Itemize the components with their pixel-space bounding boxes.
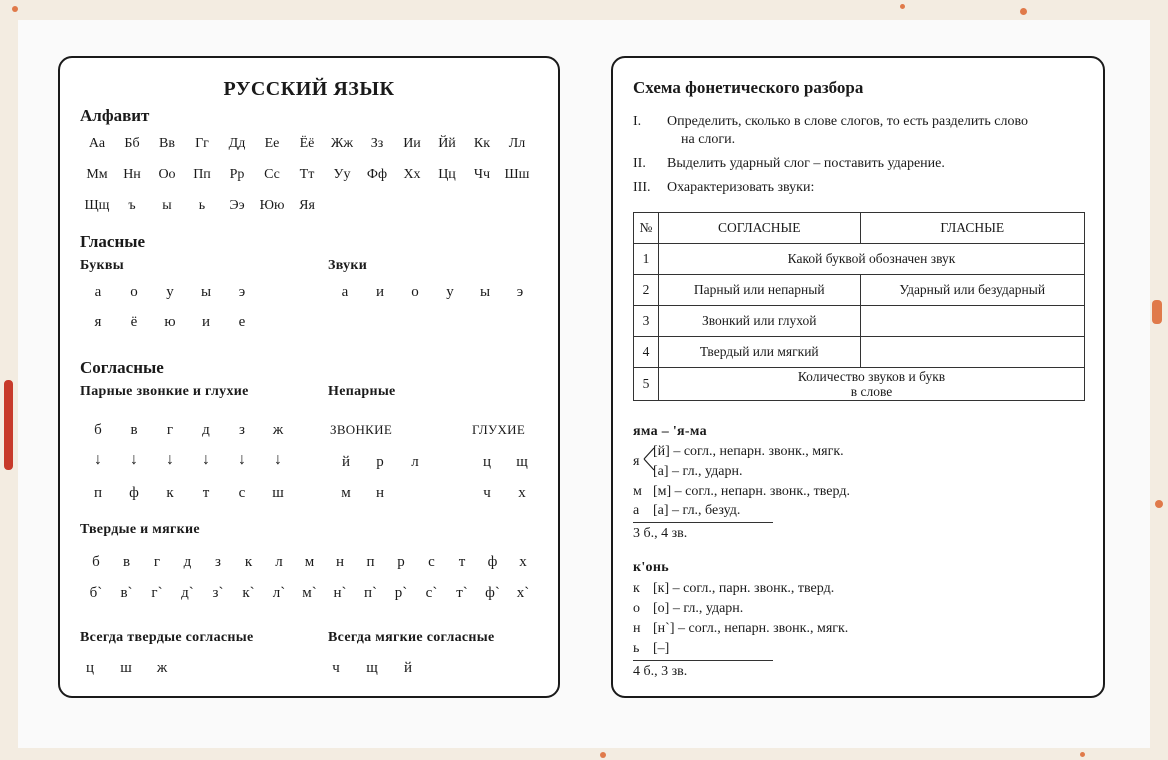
paired-voiced-letter: ж bbox=[272, 422, 284, 438]
hard-consonant: к bbox=[244, 554, 253, 570]
unpaired-voiceless-letter: х bbox=[518, 485, 526, 501]
paired-voiced-letter: в bbox=[130, 422, 138, 438]
paired-voiced-letter: г bbox=[166, 422, 174, 438]
decor-speck bbox=[900, 4, 905, 9]
book-spread bbox=[18, 20, 1150, 748]
vowel-letter: у bbox=[166, 284, 174, 300]
alphabet-letter: Аа bbox=[88, 136, 106, 151]
alphabet-letter: Оо bbox=[158, 167, 176, 182]
voiceless-label: ГЛУХИЕ bbox=[472, 422, 526, 437]
soft-consonant: д` bbox=[181, 585, 194, 601]
alphabet-letter: Яя bbox=[299, 198, 315, 213]
decor-speck bbox=[1020, 8, 1027, 15]
alphabet-letter: Чч bbox=[473, 167, 491, 182]
table-cell: Звонкий или глухой bbox=[659, 306, 861, 337]
unpaired-voiceless-letter: ц bbox=[482, 454, 492, 470]
example-2-letter-o: о bbox=[633, 601, 640, 616]
unpaired-voiced-letter: н bbox=[375, 485, 385, 501]
consonants-heading: Согласные bbox=[80, 358, 164, 377]
paired-voiceless-letter: т bbox=[202, 485, 210, 501]
col-vowels-header: ГЛАСНЫЕ bbox=[860, 213, 1085, 244]
row-number: 3 bbox=[634, 306, 659, 337]
hard-consonant: г bbox=[153, 554, 161, 570]
row-number: 4 bbox=[634, 337, 659, 368]
example-1-letter-ya: я bbox=[633, 454, 640, 469]
example-1-sound-a2: [а] – гл., безуд. bbox=[653, 503, 741, 518]
example-2-letter-k: к bbox=[633, 581, 640, 596]
unpaired-voiceless-letter: щ bbox=[516, 454, 528, 470]
alphabet-letter: Мм bbox=[86, 167, 108, 182]
alphabet-letter: ъ bbox=[128, 198, 136, 213]
row-number: 5 bbox=[634, 368, 659, 401]
always-soft-heading: Всегда мягкие согласные bbox=[328, 630, 495, 645]
paired-consonants-heading: Парные звонкие и глухие bbox=[80, 384, 249, 399]
summary-divider bbox=[633, 660, 773, 661]
alphabet-letter: Щщ bbox=[84, 198, 110, 213]
summary-divider bbox=[633, 522, 773, 523]
unpaired-voiced-letter: й bbox=[341, 454, 351, 470]
alphabet-letter: Юю bbox=[259, 198, 285, 213]
table-cell-line: Количество звуков и букв bbox=[797, 369, 946, 384]
vowels-heading: Гласные bbox=[80, 232, 146, 251]
decor-speck bbox=[600, 752, 606, 758]
row-number: 1 bbox=[634, 244, 659, 275]
hard-consonant: ф bbox=[487, 554, 498, 570]
alphabet-heading: Алфавит bbox=[80, 106, 150, 125]
vowel-letter: э bbox=[238, 284, 246, 300]
vowel-letter: я bbox=[94, 314, 102, 330]
decor-speck bbox=[1152, 300, 1162, 324]
soft-consonant: т` bbox=[456, 585, 468, 601]
vowel-letter: а bbox=[94, 284, 102, 300]
always-soft-letter: й bbox=[403, 660, 413, 676]
alphabet-letter: Йй bbox=[438, 136, 456, 151]
down-arrow-icon: ↓ bbox=[166, 451, 174, 468]
hard-consonant: н bbox=[335, 554, 345, 570]
vowel-sounds-heading: Звуки bbox=[328, 258, 368, 273]
soft-consonant: ф` bbox=[485, 585, 500, 601]
always-hard-letter: ц bbox=[85, 660, 95, 676]
down-arrow-icon: ↓ bbox=[274, 451, 282, 468]
soft-consonant: к` bbox=[242, 585, 255, 601]
vowel-letter: и bbox=[201, 314, 211, 330]
alphabet-letter: Хх bbox=[403, 167, 421, 182]
example-1-sound-m: [м] – согл., непарн. звонк., тверд. bbox=[653, 484, 850, 499]
paired-voiced-letter: б bbox=[94, 422, 102, 438]
always-soft-letter: щ bbox=[366, 660, 378, 676]
step-1-text: Определить, сколько в слове слогов, то есть разделить слово bbox=[667, 114, 1029, 129]
soft-consonant: б` bbox=[89, 585, 103, 601]
always-hard-heading: Всегда твердые согласные bbox=[80, 630, 254, 645]
paired-voiceless-letter: с bbox=[238, 485, 246, 501]
table-cell-empty bbox=[860, 337, 1085, 368]
hard-consonant: т bbox=[458, 554, 466, 570]
paired-voiceless-letter: к bbox=[166, 485, 174, 501]
soft-consonant: г` bbox=[151, 585, 163, 601]
alphabet-letter: Тт bbox=[299, 167, 315, 182]
example-2-sound-o: [о] – гл., ударн. bbox=[653, 601, 744, 616]
alphabet-letter: Рр bbox=[229, 167, 245, 182]
hard-consonant: м bbox=[304, 554, 315, 570]
table-cell: Твердый или мягкий bbox=[659, 337, 861, 368]
down-arrow-icon: ↓ bbox=[130, 451, 138, 468]
vowel-letter: ё bbox=[130, 314, 138, 330]
step-3-number: III. bbox=[633, 180, 651, 195]
paired-voiceless-letter: п bbox=[93, 485, 103, 501]
vowel-letter: о bbox=[130, 284, 138, 300]
soft-consonant: л` bbox=[272, 585, 286, 601]
always-soft-letter: ч bbox=[332, 660, 340, 676]
example-2-summary: 4 б., 3 зв. bbox=[633, 664, 688, 679]
decor-speck bbox=[1080, 752, 1085, 757]
table-row bbox=[634, 244, 1085, 275]
alphabet-letter: Ее bbox=[264, 136, 280, 151]
table-cell: Ударный или безударный bbox=[860, 275, 1085, 306]
down-arrow-icon: ↓ bbox=[238, 451, 246, 468]
unpaired-voiced-letter: м bbox=[341, 485, 351, 501]
soft-consonant: н` bbox=[333, 585, 347, 601]
page-title: РУССКИЙ ЯЗЫК bbox=[223, 78, 395, 100]
soft-consonant: м` bbox=[302, 585, 317, 601]
alphabet-letter: Уу bbox=[333, 167, 351, 182]
table-row bbox=[634, 337, 1085, 368]
unpaired-voiceless-letter: ч bbox=[483, 485, 491, 501]
table-row bbox=[634, 368, 1085, 401]
hard-consonant: б bbox=[92, 554, 100, 570]
table-cell: Какой буквой обозначен звук bbox=[659, 244, 1085, 275]
vowel-sound: у bbox=[446, 284, 454, 300]
table-cell bbox=[659, 368, 1085, 401]
vowel-sound: о bbox=[411, 284, 419, 300]
step-3-text: Охарактеризовать звуки: bbox=[667, 180, 815, 195]
down-arrow-icon: ↓ bbox=[94, 451, 102, 468]
table-header-row bbox=[634, 213, 1085, 244]
alphabet-letter: ы bbox=[162, 198, 172, 213]
example-2-sound-none: [–] bbox=[653, 641, 670, 656]
always-hard-letter: ж bbox=[156, 660, 168, 676]
unpaired-voiced-letter: р bbox=[376, 454, 384, 470]
decor-speck bbox=[4, 380, 13, 470]
scheme-title: Схема фонетического разбора bbox=[633, 78, 864, 97]
hard-consonant: в bbox=[122, 554, 131, 570]
step-2-text: Выделить ударный слог – поставить ударение. bbox=[667, 156, 945, 171]
vowel-sound: и bbox=[375, 284, 385, 300]
alphabet-letter: Фф bbox=[366, 167, 388, 182]
hard-consonant: х bbox=[519, 554, 527, 570]
soft-consonant: з` bbox=[212, 585, 224, 601]
table-cell: Парный или непарный bbox=[659, 275, 861, 306]
example-1-sound-j: [й] – согл., непарн. звонк., мягк. bbox=[653, 444, 844, 459]
vowel-letter: ы bbox=[200, 284, 212, 300]
down-arrow-icon: ↓ bbox=[202, 451, 210, 468]
alphabet-letter: Нн bbox=[123, 167, 141, 182]
alphabet-letter: Жж bbox=[330, 136, 354, 151]
vowel-letters-heading: Буквы bbox=[80, 258, 124, 273]
paired-voiceless-letter: ш bbox=[272, 485, 284, 501]
example-1-sound-a: [а] – гл., ударн. bbox=[653, 464, 743, 479]
hard-consonant: д bbox=[183, 554, 192, 570]
vowel-letter: е bbox=[238, 314, 246, 330]
alphabet-letter: Гг bbox=[195, 136, 209, 151]
alphabet-letter: Кк bbox=[473, 136, 491, 151]
alphabet-letter: Ии bbox=[403, 136, 421, 151]
vowel-sound: ы bbox=[479, 284, 491, 300]
soft-consonant: р` bbox=[394, 585, 408, 601]
paired-voiced-letter: з bbox=[239, 422, 245, 438]
soft-consonant: п` bbox=[363, 585, 378, 601]
alphabet-letter: Ээ bbox=[229, 198, 245, 213]
alphabet-letter: Лл bbox=[508, 136, 526, 151]
alphabet-letter: Зз bbox=[370, 136, 384, 151]
paired-voiceless-letter: ф bbox=[129, 485, 139, 501]
alphabet-letter: Шш bbox=[504, 167, 530, 182]
phonetic-table bbox=[633, 212, 1085, 401]
step-1-text-cont: на слоги. bbox=[681, 132, 736, 147]
row-number: 2 bbox=[634, 275, 659, 306]
example-2-sound-n: [н`] – согл., непарн. звонк., мягк. bbox=[653, 621, 849, 636]
hard-consonant: л bbox=[275, 554, 283, 570]
example-2-heading: к'онь bbox=[633, 560, 669, 575]
alphabet-letter: Сс bbox=[264, 167, 280, 182]
soft-consonant: х` bbox=[516, 585, 530, 601]
hard-soft-heading: Твердые и мягкие bbox=[80, 522, 200, 537]
step-1-number: I. bbox=[633, 114, 642, 129]
col-consonants-header: СОГЛАСНЫЕ bbox=[659, 213, 861, 244]
table-cell-line: в слове bbox=[850, 384, 893, 399]
alphabet-letter: Дд bbox=[228, 136, 246, 151]
step-2-number: II. bbox=[633, 156, 646, 171]
table-cell-empty bbox=[860, 306, 1085, 337]
soft-consonant: в` bbox=[120, 585, 133, 601]
example-2-letter-soft-sign: ь bbox=[633, 641, 640, 656]
paired-voiced-letter: д bbox=[202, 422, 210, 438]
phonetic-analysis-panel bbox=[611, 56, 1105, 698]
example-2-sound-k: [к] – согл., парн. звонк., тверд. bbox=[653, 581, 835, 596]
col-number-header: № bbox=[634, 213, 659, 244]
alphabet-letter: Пп bbox=[193, 167, 211, 182]
table-row bbox=[634, 275, 1085, 306]
hard-consonant: з bbox=[215, 554, 221, 570]
example-1-letter-m: м bbox=[633, 484, 642, 499]
hard-consonant: п bbox=[366, 554, 375, 570]
unpaired-consonants-heading: Непарные bbox=[328, 384, 396, 399]
decor-speck bbox=[12, 6, 18, 12]
example-2-letter-n: н bbox=[633, 621, 641, 636]
alphabet-letter: Ёё bbox=[299, 136, 315, 151]
example-1-heading: яма – 'я-ма bbox=[633, 424, 707, 439]
unpaired-voiced-letter: л bbox=[411, 454, 419, 470]
hard-consonant: с bbox=[428, 554, 435, 570]
voiced-label: ЗВОНКИЕ bbox=[330, 422, 393, 437]
always-hard-letter: ш bbox=[120, 660, 132, 676]
alphabet-letter: ь bbox=[198, 198, 206, 213]
russian-language-panel bbox=[58, 56, 560, 698]
alphabet-letter: Вв bbox=[159, 136, 175, 151]
table-row bbox=[634, 306, 1085, 337]
soft-consonant: с` bbox=[425, 585, 438, 601]
hard-consonant: р bbox=[397, 554, 405, 570]
example-1-letter-a: а bbox=[633, 503, 640, 518]
alphabet-letter: Цц bbox=[438, 167, 456, 182]
vowel-letter: ю bbox=[164, 314, 176, 330]
example-1-summary: 3 б., 4 зв. bbox=[633, 526, 688, 541]
vowel-sound: э bbox=[516, 284, 524, 300]
decor-speck bbox=[1155, 500, 1163, 508]
alphabet-letter: Бб bbox=[124, 136, 140, 151]
vowel-sound: а bbox=[341, 284, 349, 300]
